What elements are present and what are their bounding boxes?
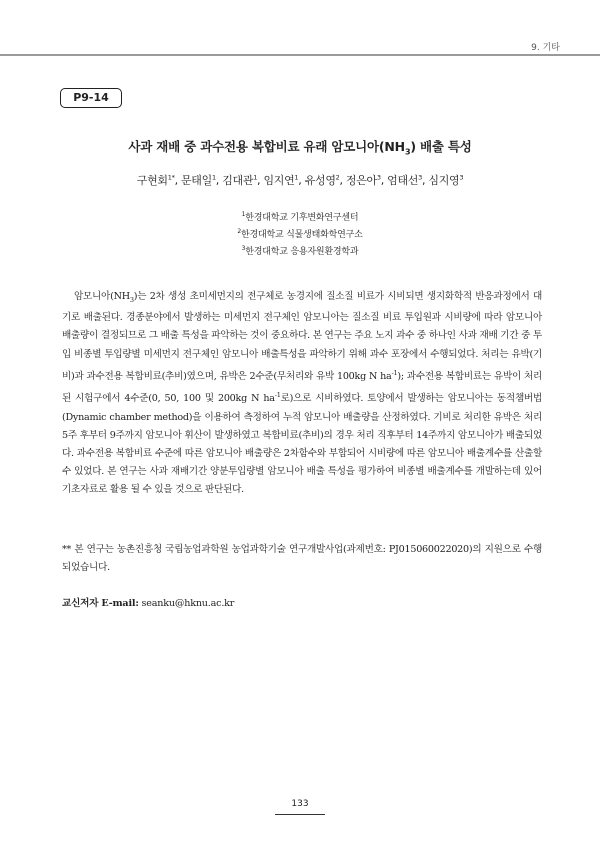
page-number-rule xyxy=(275,814,325,815)
section-label: 9. 기타 xyxy=(531,43,560,53)
author: 유성영$^2$ xyxy=(304,173,340,187)
affiliation: $^3$한경대학교 응용자원환경학과 xyxy=(241,245,359,257)
author: 엄태선$^3$ xyxy=(387,173,422,187)
title-text-after: ) 배출 특성 xyxy=(410,139,472,154)
abstract-body: 암모니아$(NH_3)$는 2차 생성 초미세먼지의 전구체로 농경지에 질소질 비료가 시비되면 생지화학적 반응과정에서 대기로 배출된다. 경종분야에서 발생하는 미세먼지 전구체인 암모니아는 질소질 비료 투입원과 시비량에 따라 암모니아 배출량이 결정되므로 그 배출 특성을 파악하는 것이 중요하다. 본 연구는 주요 노지 과수 중 하나인 사과 재배 기간 중 투입 비종별 투입량별 미세먼지 전구체인 암모니아 배출특성을 파악하기 위해 과수 포장에서 수행되었다. 처리는 유박(기비)과 과수전용 복합비료(추비)였으며, 유박은 2수준(무처리와 유박 100kg N $ha^{-1}$); 과수전용 복합비료는 유박이 처리된 시험구에서 4수준(0, 50, 100 및 200kg N $ha^{-1}$로)으로 시비하였다. 토양에서 발생하는 암모니아는 동적챔버법(Dynamic chamber method)을 이용하여 측정하여 누적 암모니아 배출량을 산정하였다. 기비로 처리한 유박은 처리 5주 후부터 9주까지 암모니아 휘산이 발생하였고 복합비료(추비)의 경우 처리 직후부터 14주까지 암모니아가 배출되었다. 과수전용 복합비료 수준에 따른 암모니아 배출량은 2차함수와 부합되어 시비량에 따른 암모니아 배출계수를 산출할 수 있었다. 본 연구는 사과 재배기간 양분투입량별 암모니아 배출 특성을 평가하여 비종별 배출계수를 개발하는데 있어 기초자료로 활용 될 수 있을 것으로 판단된다. xyxy=(62,291,542,496)
page-number: 133 xyxy=(291,799,309,809)
corresponding-email: seanku@hknu.ac.kr xyxy=(141,598,235,609)
corresponding-label: 교신저자 E-mail: xyxy=(62,598,139,609)
author: 심지영$^3$ xyxy=(428,173,464,187)
title-text-before: 사과 재배 중 과수전용 복합비료 유래 암모니아(NH xyxy=(128,139,405,154)
corresponding-author xyxy=(62,595,234,609)
affiliation-list xyxy=(40,208,560,259)
paper-title xyxy=(60,137,540,157)
affiliation: $^1$한경대학교 기후변화연구센터 xyxy=(241,211,359,223)
author: 김대관$^1$ xyxy=(222,173,258,187)
acknowledgement: ** 본 연구는 농촌진흥청 국립농업과학원 농업과학기술 연구개발사업(과제번호: PJ015060022020)의 지원으로 수행되었습니다. xyxy=(62,544,542,574)
author: 정은아$^3$ xyxy=(345,173,381,187)
author: 문태일$^1$ xyxy=(180,173,216,187)
header-rule xyxy=(0,54,600,56)
author-list: 구현회$^{1*}$, 문태일$^1$, 김대관$^1$, 임지연$^1$, 유성영$^2$, 정은아$^3$, 엄태선$^3$, 심지영$^3$ xyxy=(136,173,464,187)
title-subscript: 3 xyxy=(404,147,411,157)
author: 구현회$^{1*}$ xyxy=(136,173,175,187)
poster-id-badge: P9-14 xyxy=(60,88,122,108)
affiliation: $^2$한경대학교 식물생태화학연구소 xyxy=(237,228,363,240)
author: 임지연$^1$ xyxy=(263,173,299,187)
